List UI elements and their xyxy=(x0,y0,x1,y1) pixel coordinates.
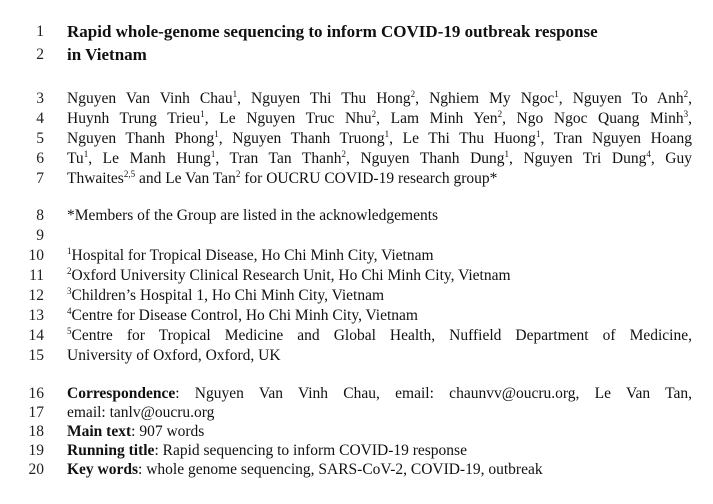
manuscript-line-16 xyxy=(22,384,692,404)
line-number: 19 xyxy=(28,442,44,459)
affiliation-text: Children’s Hospital 1, Ho Chi Minh City, Vietnam xyxy=(71,287,385,304)
manuscript-line-5 xyxy=(22,129,692,149)
author-name: , Le Thi Thu Huong xyxy=(389,130,536,147)
author-name: Thwaites xyxy=(67,170,124,187)
affiliation-marker: 1 xyxy=(384,129,390,139)
line-number: 10 xyxy=(28,247,44,264)
author-name: Huynh Trung Trieu xyxy=(67,110,201,127)
line-number: 12 xyxy=(28,287,44,304)
affiliation-marker: 1 xyxy=(504,149,510,159)
line-number: 15 xyxy=(28,347,44,364)
author-name: , Guy xyxy=(650,150,692,167)
affiliation-line xyxy=(67,286,692,306)
line-number: 5 xyxy=(36,130,44,147)
correspondence-line xyxy=(67,384,692,404)
affiliation-marker: 4 xyxy=(646,149,651,159)
manuscript-line-6 xyxy=(22,149,692,169)
author-list-line xyxy=(67,109,692,129)
author-name: , Nguyen Thanh Dung xyxy=(346,150,505,167)
manuscript-line-13 xyxy=(22,306,692,326)
affiliation-marker: 2 xyxy=(371,109,377,119)
affiliation-marker: 3 xyxy=(683,109,689,119)
author-list-line xyxy=(67,149,692,169)
author-name: , Le Manh Hung xyxy=(88,150,211,167)
running-title-label: Running title xyxy=(67,442,155,459)
affiliation-text: Hospital for Tropical Disease, Ho Chi Minh City, Vietnam xyxy=(71,247,434,264)
author-list-line xyxy=(67,169,692,189)
manuscript-line-7 xyxy=(22,169,692,189)
line-number: 1 xyxy=(36,23,44,40)
manuscript-line-10 xyxy=(22,246,692,266)
separator: , xyxy=(688,90,692,107)
main-text-value: : 907 words xyxy=(131,423,205,440)
affiliation-line xyxy=(67,306,692,326)
author-name: , Nguyen Thi Thu Hong xyxy=(237,90,411,107)
affiliation-marker: 1 xyxy=(210,149,216,159)
affiliation-marker: 3 xyxy=(67,286,72,296)
paper-title-line-2: in Vietnam xyxy=(67,45,147,64)
line-number: 11 xyxy=(29,267,44,284)
author-name: Nguyen Thanh Phong xyxy=(67,130,215,147)
manuscript-line-14 xyxy=(22,326,692,346)
author-name: , Nguyen Thanh Truong xyxy=(218,130,385,147)
affiliation-line xyxy=(67,266,692,286)
manuscript-line-20 xyxy=(22,460,692,480)
line-number: 14 xyxy=(28,327,44,344)
line-number: 17 xyxy=(28,404,44,421)
author-name: Nguyen Van Vinh Chau xyxy=(67,90,233,107)
author-name: , Le Nguyen Truc Nhu xyxy=(204,110,372,127)
correspondence-label: Correspondence xyxy=(67,385,176,402)
author-list-line xyxy=(67,129,692,149)
affiliation-text: Oxford University Clinical Research Unit, Ho Chi Minh City, Vietnam xyxy=(71,267,511,284)
affiliation-line xyxy=(67,246,692,266)
line-number: 4 xyxy=(36,110,44,127)
correspondence-email: email: tanlv@oucru.org xyxy=(67,404,215,421)
keywords-value: : whole genome sequencing, SARS-CoV-2, COVID-19, outbreak xyxy=(138,461,543,478)
affiliation-marker: 1 xyxy=(200,109,205,119)
author-name: , Tran Tan Thanh xyxy=(215,150,342,167)
main-text-label: Main text xyxy=(67,423,132,440)
line-number: 3 xyxy=(36,90,44,107)
manuscript-line-17 xyxy=(22,403,692,423)
affiliation-marker: 2 xyxy=(497,109,503,119)
affiliation-marker: 2 xyxy=(683,89,689,99)
affiliation-marker: 1 xyxy=(535,129,541,139)
affiliation-text: Centre for Disease Control, Ho Chi Minh City, Vietnam xyxy=(71,307,418,324)
manuscript-line-1 xyxy=(22,22,692,42)
affiliation-marker: 5 xyxy=(67,326,72,336)
affiliation-marker: 4 xyxy=(67,306,72,316)
keywords-label: Key words xyxy=(67,461,139,478)
author-name: Tu xyxy=(67,150,84,167)
affiliation-marker: 2,5 xyxy=(123,169,136,179)
manuscript-line-3 xyxy=(22,89,692,109)
author-name: , Ngo Ngoc Quang Minh xyxy=(502,110,684,127)
author-name: , Tran Nguyen Hoang xyxy=(540,130,692,147)
paper-title-line-1: Rapid whole-genome sequencing to inform COVID-19 outbreak response xyxy=(67,22,598,41)
running-title-value: : Rapid sequencing to inform COVID-19 response xyxy=(154,442,467,459)
author-name: and Le Van Tan xyxy=(135,170,236,187)
affiliation-marker: 2 xyxy=(410,89,416,99)
line-number: 9 xyxy=(36,227,44,244)
line-number: 20 xyxy=(28,461,44,478)
affiliation-line xyxy=(67,326,692,346)
manuscript-line-11 xyxy=(22,266,692,286)
author-list-line xyxy=(67,89,692,109)
line-number: 18 xyxy=(28,423,44,440)
author-name: , Lam Minh Yen xyxy=(376,110,498,127)
line-number: 16 xyxy=(28,385,44,402)
correspondence-text: : Nguyen Van Vinh Chau, email: chaunvv@oucru.org, Le Van Tan, xyxy=(175,385,692,402)
line-number: 13 xyxy=(28,307,44,324)
manuscript-line-4 xyxy=(22,109,692,129)
manuscript-line-18 xyxy=(22,422,692,442)
line-number: 7 xyxy=(36,170,44,187)
group-footnote: *Members of the Group are listed in the acknowledgements xyxy=(67,207,439,224)
manuscript-line-2 xyxy=(22,45,692,65)
affiliation-text: Centre for Tropical Medicine and Global Health, Nuffield Department of Medicine, xyxy=(71,327,692,344)
affiliation-marker: 1 xyxy=(67,246,72,256)
main-text-count xyxy=(67,422,692,442)
line-number: 6 xyxy=(36,150,44,167)
affiliation-marker: 1 xyxy=(554,89,559,99)
group-name: for OUCRU COVID-19 research group* xyxy=(240,170,498,187)
affiliation-text: University of Oxford, Oxford, UK xyxy=(67,347,281,364)
affiliation-marker: 2 xyxy=(341,149,346,159)
affiliation-marker: 2 xyxy=(67,266,72,276)
running-title xyxy=(67,441,692,461)
affiliation-marker: 1 xyxy=(83,149,89,159)
manuscript-line-9 xyxy=(22,226,692,246)
keywords xyxy=(67,460,692,480)
author-name: , Nghiem My Ngoc xyxy=(415,90,555,107)
affiliation-marker: 1 xyxy=(214,129,219,139)
manuscript-line-8 xyxy=(22,206,692,226)
author-name: , Nguyen Tri Dung xyxy=(509,150,647,167)
manuscript-line-19 xyxy=(22,441,692,461)
author-name: , Nguyen To Anh xyxy=(558,90,684,107)
line-number: 2 xyxy=(36,46,44,63)
separator: , xyxy=(688,110,692,127)
manuscript-line-12 xyxy=(22,286,692,306)
affiliation-marker: 1 xyxy=(232,89,238,99)
affiliation-marker: 2 xyxy=(235,169,241,179)
line-number: 8 xyxy=(36,207,44,224)
manuscript-line-15 xyxy=(22,346,692,366)
